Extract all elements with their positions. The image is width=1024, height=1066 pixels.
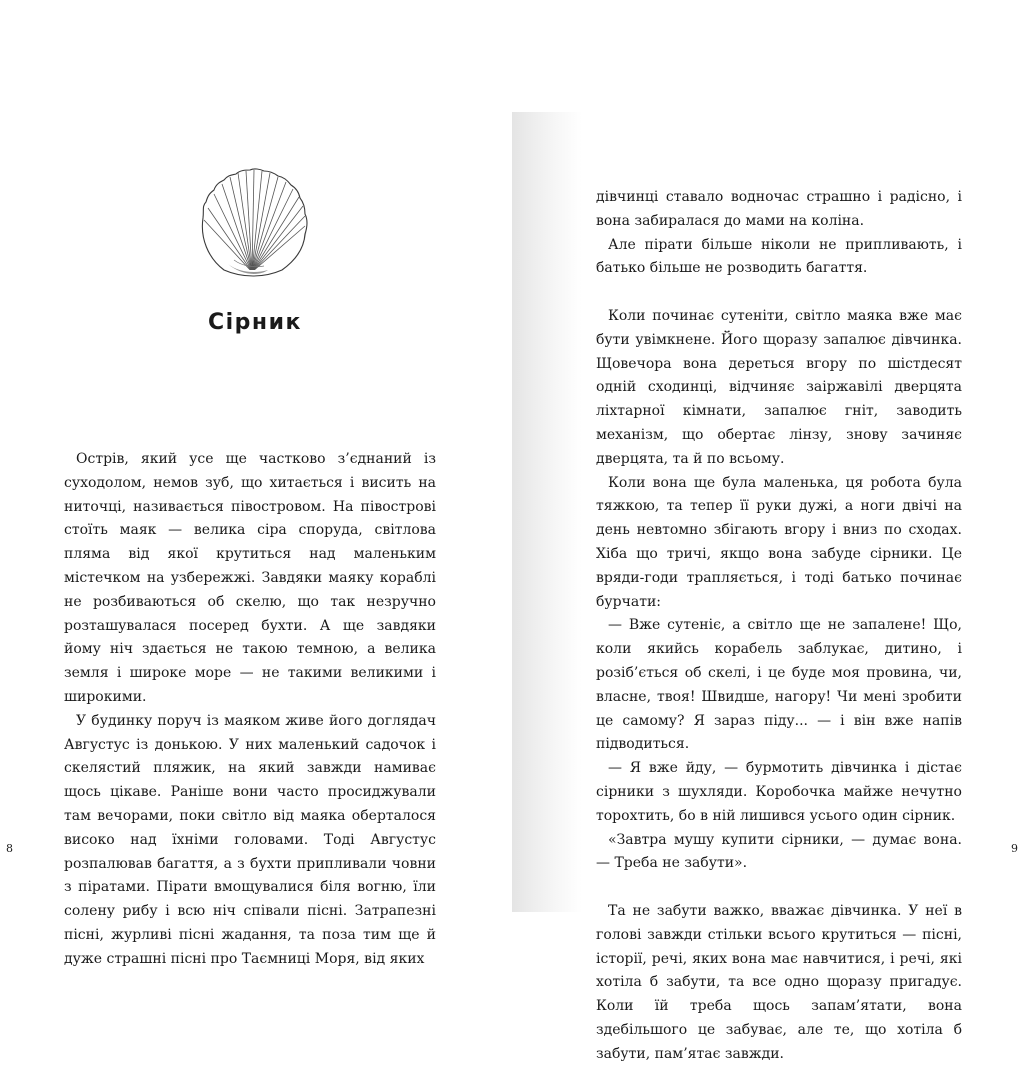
- paragraph: Та не забути важко, вважає дівчинка. У неї в голові завжди стільки всього крутиться — пісні, історії, речі, яких вона має навчитися, і речі, які хотіла б забути, та все одно щоразу пригадує. Коли їй треба щось запам’ятати, вона здебільшого це забуває, але те, що хотіла б забути, пам’ятає завжди.: [596, 902, 962, 1062]
- scallop-shell-icon: [194, 160, 314, 285]
- paragraph: — Вже сутеніє, а світло ще не запалене! Що, коли якийсь корабель заблукає, дитино, і розіб’ється об скелі, і це буде моя провина, чи, власне, твоя! Швидше, нагору! Чи мені зробити це самому? Я зараз піду... — і він вже напів підводиться.: [596, 617, 962, 753]
- paragraph: дівчинці ставало водночас страшно і радісно, і вона забиралася до мами на коліна.: [596, 189, 962, 229]
- book-gutter-shadow: [512, 112, 582, 912]
- left-page-text: [64, 448, 436, 972]
- paragraph: Коли вона ще була маленька, ця робота була тяжкою, та тепер її руки дужі, а ноги двічі на день невтомно збігають вгору і вниз по сходах. Хіба що тричі, якщо вона забуде сірники. Це вряди-годи трапляється, і тоді батько починає бурчати:: [596, 474, 962, 610]
- paragraph: Коли починає сутеніти, світло маяка вже має бути увімкнене. Його щоразу запалює дівчинка. Щовечора вона дереться вгору по шістдесят одній сходинці, відчиняє заіржавілі дверцята ліхтарної кімнати, запалює гніт, заводить механізм, що обертає лінзу, знову зачиняє дверцята, та й по всьому.: [596, 307, 962, 467]
- paragraph: «Завтра мушу купити сірники, — думає вона. — Треба не забути».: [596, 831, 962, 872]
- paragraph: У будинку поруч із маяком живе його доглядач Августус із донькою. У них маленький садочок і скелястий пляжик, на який завжди намиває щось цікаве. Раніше вони часто просиджували там вечорами, поки світло від маяка оберталося високо над їхніми головами. Тоді Августус розпалював багаття, а з бухти припливали човни з піратами. Пірати вмощувалися біля вогню, їли солену рибу і всю ніч співали пісні. Затрапезні пісні, журливі пісні жадання, та поза тим ще й дуже страшні пісні про Таємниці Моря, від яких: [64, 712, 436, 967]
- chapter-title: Сірник: [208, 310, 302, 335]
- right-page-text: [596, 186, 962, 1066]
- page-number-left: 8: [6, 842, 13, 855]
- paragraph: — Я вже йду, — бурмотить дівчинка і дістає сірники з шухляди. Коробочка майже нечутно торохтить, бо в ній лишився усього один сірник.: [596, 760, 962, 824]
- paragraph: Але пірати більше ніколи не припливають, і батько більше не розводить багаття.: [596, 236, 962, 277]
- paragraph: Острів, який усе ще частково з’єднаний із суходолом, немов зуб, що хитається і висить на ниточці, називається півостровом. На півострові стоїть маяк — велика сіра споруда, світлова пляма від якої крутиться над маленьким містечком на узбережжі. Завдяки маяку кораблі не розбиваються об скелю, що так незручно розташувалася посеред бухти. А ще завдяки йому ніч здається не такою темною, а велика земля і широке море — не такими великими і широкими.: [64, 451, 436, 705]
- page-number-right: 9: [1011, 842, 1018, 855]
